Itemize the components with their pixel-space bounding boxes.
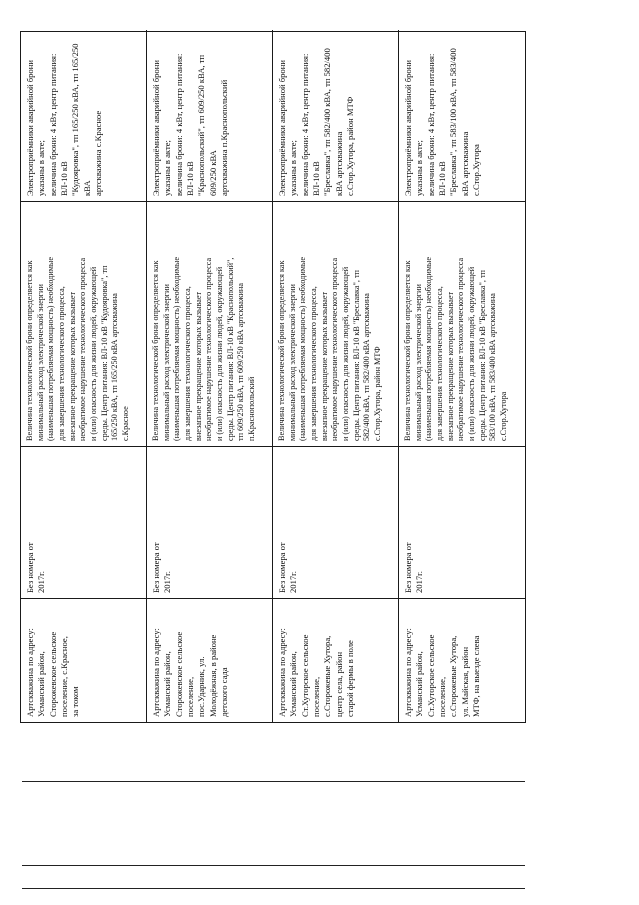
- cell-doc: Без номера от 2017г.: [273, 446, 399, 598]
- ruled-line: [22, 888, 525, 889]
- cell-description: Величина технологической брони определяется как минимальный расход электрической энергии (наименьшая потребляемая мощность) необходимые для завершения технологического процесса, внезапное прекращение которых вызывает необратимое нарушение технологического процесса и (или) опасность для жизни людей, окружающей среды. Центр питания: ВЛ-10 кВ "Краснопольский", тп 609/250 кВА, тп 609/250 кВА артскважина п.Краснопольский: [147, 201, 273, 446]
- cell-location: Артскважина по адресу: Усманский район, Сторожевское сельское поселение, пос.Ударник, ул. Молодёжная, в районе детского сада: [147, 598, 273, 722]
- cell-location: Артскважина по адресу: Усманский район, Ст.Хуторское сельское поселение, с.Сторожевые Хутора, ул. Майская, район МТФ, на выезде слева: [399, 598, 525, 722]
- cell-description: Величина технологической брони определяется как минимальный расход электрической энергии (наименьшая потребляемая мощность) необходимые для завершения технологического процесса, внезапное прекращение которых вызывает необратимое нарушение технологического процесса и (или) опасность для жизни людей, окружающей среды. Центр питания: ВЛ-10 кВ "Бреславка", тп 583/100 кВА, тп 583/400 кВА артскважина с.Стор.Хутора: [399, 201, 525, 446]
- emergency-armor-table: [20, 31, 526, 723]
- cell-armor: Электроприёмники аварийной брони указаны в акте; величина брони: 4 кВт, центр питания: ВЛ-10 кВ "Кудояровка", тп 165/250 кВА, тп 165/250 кВА артскважина с.Красное: [21, 30, 147, 201]
- cell-description: Величина технологической брони определяется как минимальный расход электрической энергии (наименьшая потребляемая мощность) необходимые для завершения технологического процесса, внезапное прекращение которых вызывает необратимое нарушение технологического процесса и (или) опасность для жизни людей, окружающей среды. Центр питания: ВЛ-10 кВ "Кудояровка", тп 165/250 кВА, тп 165/250 кВА артскважина с.Красное: [21, 201, 147, 446]
- rotated-table-region: [20, 31, 526, 723]
- cell-location: Артскважина по адресу: Усманский район, Ст.Хуторское сельское поселение, с.Сторожевые Хутора, центр села, район старой фермы в поле: [273, 598, 399, 722]
- cell-doc: Без номера от 2017г.: [399, 446, 525, 598]
- cell-armor: Электроприёмники аварийной брони указаны в акте; величина брони: 4 кВт, центр питания: ВЛ-10 кВ "Бреславка", тп 582/400 кВА, тп 582/400 кВА артскважина с.Стор.Хутора, район МТФ: [273, 30, 399, 201]
- cell-doc: Без номера от 2017г.: [21, 446, 147, 598]
- cell-doc: Без номера от 2017г.: [147, 446, 273, 598]
- cell-armor: Электроприёмники аварийной брони указаны в акте; величина брони: 4 кВт, центр питания: ВЛ-10 кВ "Краснопольский", тп 609/250 кВА, тп 609/250 кВА артскважина п.Краснопольский: [147, 30, 273, 201]
- cell-location: Артскважина по адресу: Усманский район, Сторожевское сельское поселение, с.Красное, за током: [21, 598, 147, 722]
- ruled-line: [22, 865, 525, 866]
- ruled-line: [22, 781, 525, 782]
- cell-armor: Электроприёмники аварийной брони указаны в акте; величина брони: 4 кВт, центр питания: ВЛ-10 кВ "Бреславка", тп 583/100 кВА, тп 583/400 кВА артскважина с.Стор.Хутора: [403, 48, 482, 196]
- cell-description: Величина технологической брони определяется как минимальный расход электрической энергии (наименьшая потребляемая мощность) необходимые для завершения технологического процесса, внезапное прекращение которых вызывает необратимое нарушение технологического процесса и (или) опасность для жизни людей, окружающей среды. Центр питания: ВЛ-10 кВ "Бреславка", тп 582/400 кВА, тп 582/400 кВА артскважина с.Стор.Хутора, район МТФ: [273, 201, 399, 446]
